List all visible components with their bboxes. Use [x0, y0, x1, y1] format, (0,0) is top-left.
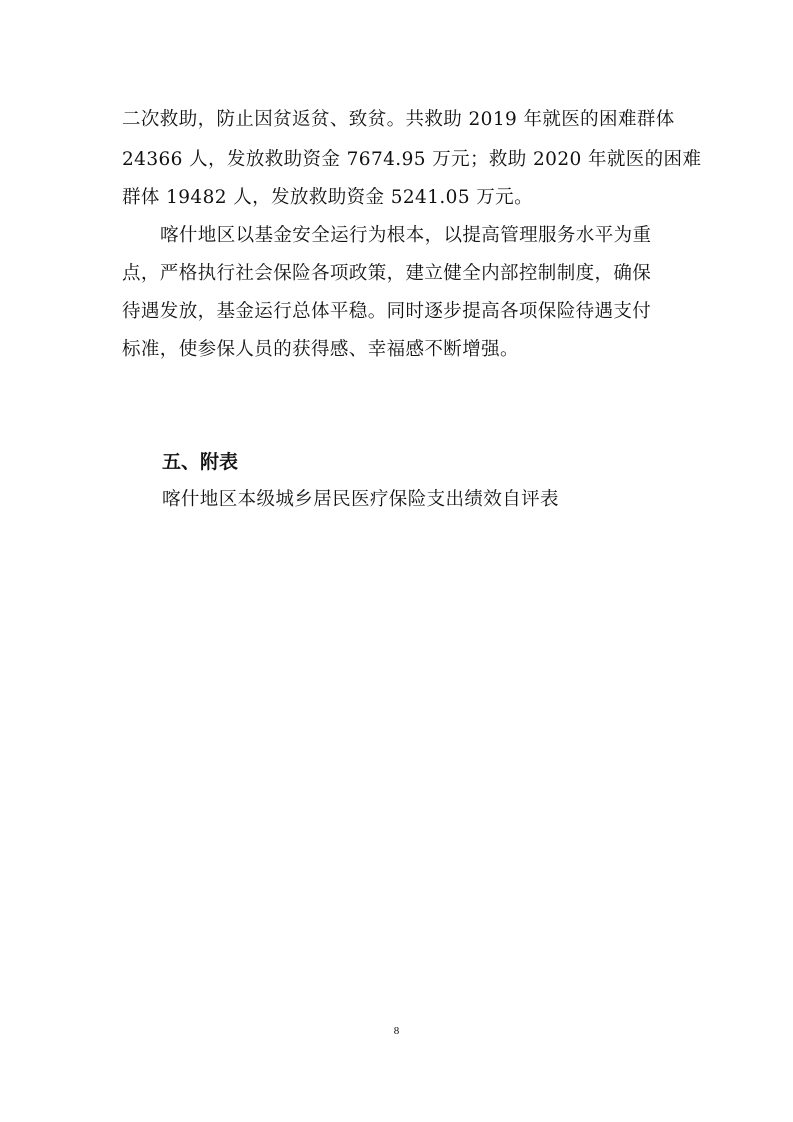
paragraph2-line-3: 待遇发放，基金运行总体平稳。同时逐步提高各项保险待遇支付 — [122, 301, 652, 322]
paragraph2-line-2: 点，严格执行社会保险各项政策，建立健全内部控制制度，确保 — [122, 263, 652, 284]
page-number: 8 — [393, 1025, 400, 1037]
paragraph2-line-4: 标准，使参保人员的获得感、幸福感不断增强。 — [122, 339, 519, 360]
section-heading: 五、附表 — [162, 451, 239, 473]
paragraph1-line-3: 群体 19482 人，发放救助资金 5241.05 万元。 — [122, 187, 533, 208]
paragraph2-line-1: 喀什地区以基金安全运行为根本，以提高管理服务水平为重 — [160, 225, 652, 246]
paragraph1-line-2: 24366 人，发放救助资金 7674.95 万元；救助 2020 年就医的困难 — [122, 149, 702, 170]
attachment-title: 喀什地区本级城乡居民医疗保险支出绩效自评表 — [162, 489, 559, 510]
paragraph1-line-1: 二次救助，防止因贫返贫、致贫。共救助 2019 年就医的困难群体 — [122, 109, 675, 130]
